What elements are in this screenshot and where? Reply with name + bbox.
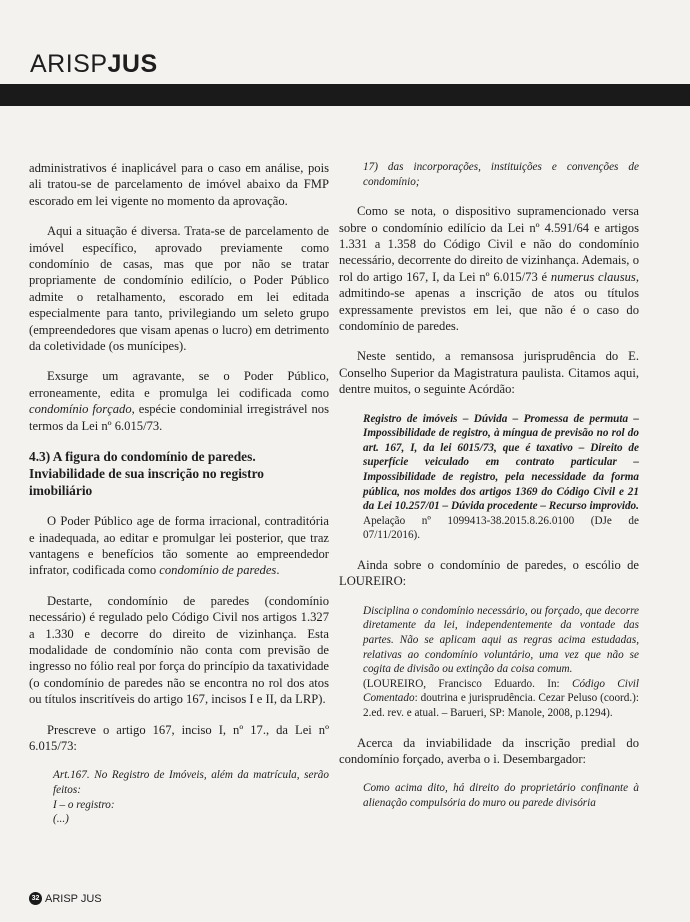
quote-ementa: Registro de imóveis – Dúvida – Promessa de permuta – Impossibilidade de registro, à míngua de previsão no rol do art. 167, I, da lei 6015/73, que é taxativo – Direito de superfície veiculado em contrato particular – Impossibilidade de registro, pela necessidade da forma pública, nos moldes dos artigos 1369 do Código Civil e 21 da Lei 10.257/01 – Dúvida procedente – Recurso improvido. (363, 412, 639, 513)
logo-text-thin: ARISP (30, 50, 108, 78)
text-run: Exsurge um agravante, se o Poder Público, erroneamente, edita e promulga lei codificada como (29, 369, 329, 400)
italic-term: condomínio de paredes (159, 563, 277, 578)
paragraph: Prescreve o artigo 167, inciso I, nº 17., da Lei nº 6.015/73: (29, 722, 329, 753)
paragraph: administrativos é inaplicável para o caso em análise, pois ali tratou-se de parcelamento de imóvel abaixo da FMP escorado em lei vigente no momento da aprovação. (29, 161, 329, 208)
section-heading: 4.3) A figura do condomínio de paredes. Inviabilidade de sua inscrição no registro imobiliário (29, 449, 264, 499)
block-quote (53, 768, 329, 826)
paragraph: Ainda sobre o condomínio de paredes, o escólio de LOUREIRO: (339, 558, 639, 589)
paragraph: Destarte, condomínio de paredes (condomínio necessário) é regulado pelo Código Civil nos artigos 1.327 a 1.330 e decorre do direito de vizinhança. Esta modalidade de condomínio não conta com previsão de ingresso no fólio real por força do princípio da taxatividade (o condomínio de paredes não se encontra no rol dos atos ou títulos inscritíveis do artigo 167, incisos I e II, da LRP). (29, 593, 329, 707)
text-run: (LOUREIRO, Francisco Eduardo. In: (363, 677, 572, 690)
text-run: Como se nota, o dispositivo supramencionado versa sobre o condomínio edilício da Lei nº 4.591/64 e artigos 1.331 a 1.358 do Código Civil e não do condomínio necessário, decorrente do direito de vizinhança. Ademais, o rol do artigo 167, I, da Lei nº 6.015/73 é (339, 204, 639, 284)
paragraph (29, 368, 329, 434)
quote-reference: Apelação nº 1099413-38.2015.8.26.0100 (DJe de 07/11/2016). (363, 514, 639, 542)
italic-term: Código Civil Comentado (363, 677, 640, 705)
footer-label: ARISP JUS (45, 892, 102, 905)
quote-line: Art.167. No Registro de Imóveis, além da matrícula, serão feitos: (53, 769, 329, 796)
text-run: O Poder Público age de forma irracional, contraditória e inadequada, ao editar e promulgar lei posterior, que traz vantagens e benefícios tão somente ao empreendedor infrator, codificada como (29, 514, 329, 578)
quote-line: I – o registro: (53, 798, 115, 811)
text-run: , admitindo-se apenas a inscrição de atos ou títulos expressamente previstos em lei, que não é o caso do condomínio de paredes. (339, 269, 639, 334)
paragraph: Acerca da inviabilidade da inscrição predial do condomínio forçado, averba o i. Desembargador: (339, 735, 639, 766)
paragraph (339, 203, 639, 334)
italic-term: numerus clausus (550, 269, 636, 284)
paragraph (29, 513, 329, 579)
logo-text-bold: JUS (107, 50, 158, 78)
arispjus-logo (30, 52, 158, 77)
page-number-badge: 32 (29, 892, 42, 905)
block-quote: Como acima dito, há direito do proprietário confinante à alienação compulsória do muro ou parede divisória (363, 782, 639, 809)
block-quote (363, 412, 639, 543)
header-bar (0, 84, 690, 106)
text-run: . (276, 563, 280, 578)
paragraph: Neste sentido, a remansosa jurisprudência do E. Conselho Superior da Magistratura paulista. Citamos aqui, dentre muitos, o seguinte Acórdão: (339, 349, 639, 397)
text-run: , espécie condominial irregistrável nos termos da Lei nº 6.015/73. (29, 402, 330, 433)
quote-line: (...) (53, 813, 69, 826)
block-quote: 17) das incorporações, instituições e convenções de condomínio; (363, 161, 639, 188)
right-column (339, 160, 639, 825)
left-column (29, 160, 329, 841)
quote-reference (363, 677, 639, 721)
italic-term: condomínio forçado (29, 402, 132, 417)
text-run: : doutrina e jurisprudência. Cezar Peluso (coord.): 2.ed. rev. e atual. – Barueri, SP: Manole, 2008, p.1294). (363, 692, 639, 719)
page-footer (29, 892, 102, 905)
quote-text: Disciplina o condomínio necessário, ou forçado, que decorre diretamente da lei, independentemente da vontade das partes. Não se aplicam aqui as regras acima estudadas, relativas ao condomínio voluntário, uma vez que não se cogita de divisão ou extinção da coisa comum. (363, 604, 639, 676)
block-quote (363, 604, 639, 721)
paragraph: Aqui a situação é diversa. Trata-se de parcelamento de imóvel específico, aprovado previamente como condomínio de casas, mas que por não se tratar propriamente de condomínio edilício, o Poder Público admite o retalhamento, escorado em lei editada especialmente para tanto, privilegiando um seleto grupo (empreendedores que visam apenas o lucro) em detrimento da coletividade (os munícipes). (29, 224, 329, 354)
